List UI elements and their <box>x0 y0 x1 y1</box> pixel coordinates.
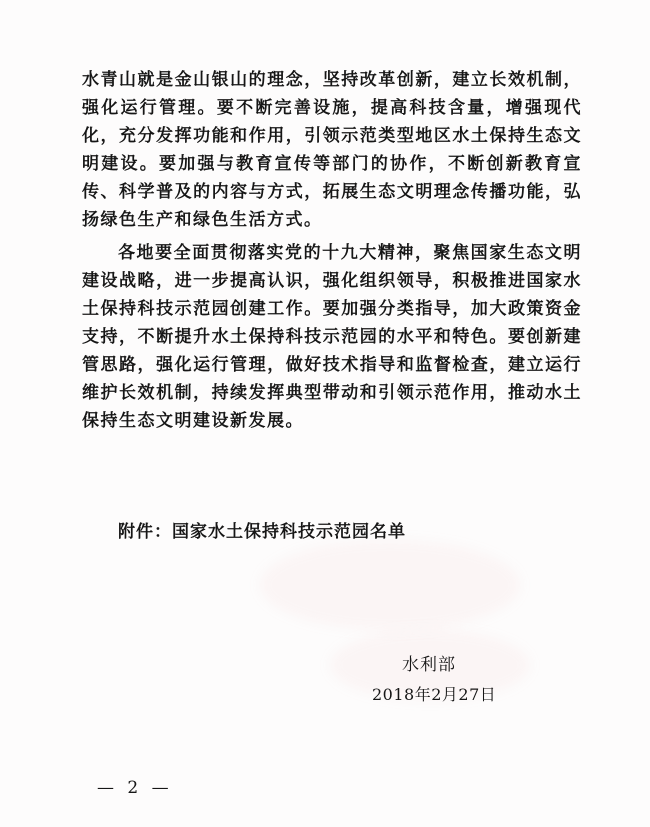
attachment-line: 附件：国家水土保持科技示范园名单 <box>118 522 406 542</box>
issuer-signature: 水利部 <box>402 655 456 675</box>
faint-seal-shadow <box>260 540 520 630</box>
issue-date: 2018年2月27日 <box>372 685 497 704</box>
page-number: — 2 — <box>97 778 173 798</box>
paragraph-2: 各地要全面贯彻落实党的十九大精神，聚焦国家生态文明建设战略，进一步提高认识，强化组织领导，积极推进国家水土保持科技示范园创建工作。要加强分类指导，加大政策资金支持，不断提升水土保持科技示范园的水平和特色。要创新建管思路，强化运行管理，做好技术指导和监督检查，建立运行维护长效机制，持续发挥典型带动和引领示范作用，推动水土保持生态文明建设新发展。 <box>82 243 582 431</box>
document-body <box>82 66 582 435</box>
paragraph-1: 水青山就是金山银山的理念，坚持改革创新，建立长效机制，强化运行管理。要不断完善设施，提高科技含量，增强现代化，充分发挥功能和作用，引领示范类型地区水土保持生态文明建设。要加强与教育宣传等部门的协作，不断创新教育宣传、科学普及的内容与方式，拓展生态文明理念传播功能，弘扬绿色生产和绿色生活方式。 <box>82 70 582 230</box>
